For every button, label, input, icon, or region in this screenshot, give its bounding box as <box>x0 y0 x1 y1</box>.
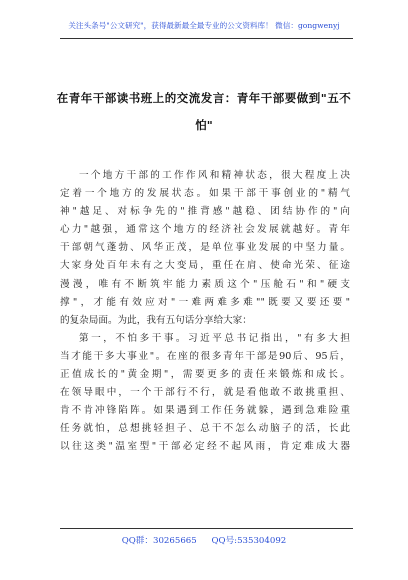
body-line: 一个地方干部的工作作风和精神状态，很大程度上决 <box>79 170 350 181</box>
body-line: 任务就怕，总想挑轻担子、总干不怎么动脑子的活，长此 <box>60 423 350 435</box>
body-line: 的复杂局面。为此，我有五句话分享给大家： <box>60 314 252 326</box>
header-divider <box>60 38 353 39</box>
footer-divider <box>60 528 353 529</box>
document-title-line-1: 在青年干部读书班上的交流发言：青年干部要做到"五不 <box>56 91 352 105</box>
body-line: 干部朝气蓬勃、风华正茂，是单位事业发展的中坚力量。 <box>60 242 350 254</box>
header-promo-note: 关注头条号"公文研究"，获得最新最全最专业的公文资料库！ 微信：gongwenyj <box>68 21 340 30</box>
footer-qq-number: QQ号:535304092 <box>211 536 287 546</box>
body-line: 在领导眼中，一个干部行不行，就是看他敢不敢挑重担、 <box>60 387 350 399</box>
body-line: 当才能干多大事业"。在座的很多青年干部是90后、95后， <box>60 350 350 362</box>
body-line: 心力"越强，通常这个地方的经济社会发展就越好。青年 <box>60 224 350 236</box>
body-line: 漫漫，唯有不断筑牢能力素质这个"压舱石"和"硬支 <box>60 278 350 290</box>
body-line: 正值成长的"黄金期"，需要更多的责任来锻炼和成长。 <box>60 369 350 381</box>
footer-contact <box>0 534 408 546</box>
body-line: 肯不肯冲锋陷阵。如果遇到工作任务就躲，遇到急难险重 <box>60 405 350 417</box>
body-line: 大家身处百年未有之大变局，重任在肩、使命光荣、征途 <box>60 260 350 272</box>
body-line: 第一，不怕多干事。习近平总书记指出，"有多大担 <box>79 332 350 344</box>
body-line: 以往这类"温室型"干部必定经不起风雨，肯定难成大器 <box>60 441 350 453</box>
document-title-line-2: 怕" <box>195 118 213 132</box>
body-line: 定着一个地方的发展状态。如果干部干事创业的"精气 <box>60 188 350 200</box>
body-line: 神"越足、对标争先的"推背感"越稳、团结协作的"向 <box>60 206 350 218</box>
body-line: 撑"，才能有效应对"一难两难多难""既要又要还要" <box>60 296 350 308</box>
footer-qq-group: QQ群：30265665 <box>121 536 197 546</box>
document-body <box>60 167 350 457</box>
